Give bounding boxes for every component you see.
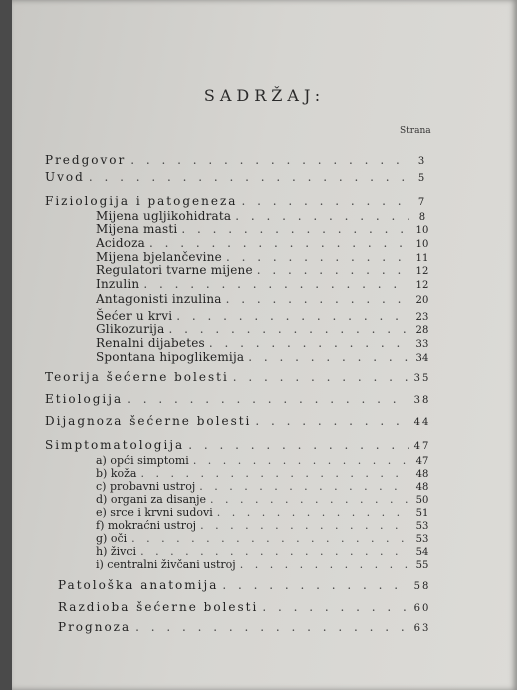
toc-page-number: 60: [413, 603, 431, 614]
leader-dots: [244, 350, 409, 364]
toc-entry: [96, 336, 435, 350]
toc-page-number: 12: [415, 266, 429, 277]
toc-label: Glikozurija: [96, 322, 165, 336]
toc-label: Uvod: [45, 170, 85, 184]
leader-dots: [251, 414, 409, 428]
leader-dots: [196, 519, 409, 532]
leader-dots: [236, 558, 409, 571]
toc-page-number: 3: [417, 156, 427, 167]
page-title: SADRŽAJ:: [203, 86, 326, 105]
toc-label: Dijagnoza šećerne bolesti: [45, 414, 252, 428]
leader-dots: [85, 170, 409, 184]
leader-dots: [222, 292, 409, 306]
toc-entry: [96, 493, 435, 506]
leader-dots: [218, 578, 409, 592]
leader-dots: [136, 467, 409, 480]
toc-label: Prognoza: [58, 620, 132, 634]
toc-page-number: 33: [415, 339, 429, 350]
leader-dots: [222, 250, 409, 264]
toc-entry: [96, 350, 435, 364]
toc-label: e) srce i krvni sudovi: [96, 506, 213, 519]
leader-dots: [172, 309, 409, 323]
toc-page-number: 11: [415, 253, 429, 264]
toc-entry: [96, 532, 435, 545]
toc-page-number: 58: [413, 581, 431, 592]
toc-label: h) živci: [96, 545, 137, 558]
leader-dots: [237, 194, 409, 208]
toc-entry: [96, 480, 435, 493]
leader-dots: [127, 532, 409, 545]
toc-label: Acidoza: [96, 236, 146, 250]
leader-dots: [136, 545, 409, 558]
toc-entry: [45, 194, 435, 208]
leader-dots: [139, 277, 409, 291]
toc-entry: [45, 170, 435, 184]
toc-label: i) centralni živčani ustroj: [96, 558, 236, 571]
toc-entry: [58, 578, 435, 592]
toc-label: Razdioba šećerne bolesti: [58, 600, 259, 614]
toc-page-number: 10: [415, 225, 429, 236]
toc-label: d) organi za disanje: [96, 493, 207, 506]
leader-dots: [164, 322, 409, 336]
toc-page-number: 63: [413, 623, 431, 634]
toc-page-number: 53: [415, 521, 429, 532]
leader-dots: [253, 263, 409, 277]
leader-dots: [126, 153, 409, 167]
toc-entry: [96, 309, 435, 323]
book-page: [12, 0, 517, 690]
toc-entry: [96, 506, 435, 519]
toc-entry: [96, 222, 435, 236]
toc-entry: [96, 322, 435, 336]
toc-label: Inzulin: [96, 277, 140, 291]
toc-page-number: 53: [415, 534, 429, 545]
toc-entry: [96, 236, 435, 250]
toc-label: Antagonisti inzulina: [96, 292, 222, 306]
leader-dots: [231, 209, 409, 223]
toc-page-number: 51: [415, 508, 429, 519]
toc-page-number: 48: [415, 469, 429, 480]
leader-dots: [123, 392, 409, 406]
toc-page-number: 38: [413, 395, 431, 406]
toc-label: Teorija šećerne bolesti: [45, 370, 229, 384]
toc-label: f) mokraćni ustroj: [96, 519, 197, 532]
page-column-header: Strana: [400, 126, 431, 136]
table-of-contents: [12, 0, 517, 690]
toc-entry: [45, 146, 435, 167]
leader-dots: [213, 506, 409, 519]
toc-entry: [96, 467, 435, 480]
toc-page-number: 50: [415, 495, 429, 506]
toc-page-number: 23: [415, 312, 429, 323]
toc-label: Mijena masti: [96, 222, 178, 236]
toc-entry: [96, 545, 435, 558]
leader-dots: [205, 336, 409, 350]
toc-entry: [58, 600, 435, 614]
toc-page-number: 28: [415, 325, 429, 336]
leader-dots: [206, 493, 409, 506]
toc-entry: [58, 620, 435, 634]
toc-label: Spontana hipoglikemija: [96, 350, 245, 364]
leader-dots: [184, 438, 409, 452]
toc-entry: [96, 558, 435, 571]
toc-page-number: 20: [415, 295, 429, 306]
toc-page-number: 48: [415, 482, 429, 493]
leader-dots: [189, 454, 409, 467]
toc-entry: [96, 250, 435, 264]
toc-entry: [96, 519, 435, 532]
toc-page-number: 44: [413, 417, 431, 428]
toc-page-number: 8: [418, 212, 426, 223]
toc-page-number: 10: [415, 239, 429, 250]
toc-label: Šećer u krvi: [96, 309, 173, 323]
toc-label: b) koža: [96, 467, 137, 480]
toc-label: Renalni dijabetes: [96, 336, 205, 350]
toc-page-number: 34: [415, 353, 429, 364]
toc-label: Mijena bjelančevine: [96, 250, 222, 264]
leader-dots: [229, 370, 409, 384]
toc-label: Predgovor: [45, 153, 127, 167]
leader-dots: [258, 600, 409, 614]
leader-dots: [145, 236, 409, 250]
toc-label: c) probavni ustroj: [96, 480, 196, 493]
toc-label: g) oči: [96, 532, 128, 545]
toc-page-number: 12: [415, 280, 429, 291]
toc-page-number: 47: [413, 441, 431, 452]
toc-entry: [96, 209, 435, 223]
toc-page-number: 35: [413, 373, 431, 384]
toc-label: Etiologija: [45, 392, 124, 406]
toc-page-number: 55: [415, 560, 429, 571]
toc-entry: [45, 370, 435, 384]
toc-entry: [45, 392, 435, 406]
toc-entry: [45, 438, 435, 452]
toc-label: Patološka anatomija: [58, 578, 219, 592]
toc-page-number: 54: [415, 547, 429, 558]
toc-page-number: 5: [417, 173, 427, 184]
leader-dots: [177, 222, 409, 236]
toc-label: Regulatori tvarne mijene: [96, 263, 253, 277]
toc-page-number: 7: [417, 197, 427, 208]
toc-entry: [96, 263, 435, 277]
toc-label: Simptomatologija: [45, 438, 185, 452]
toc-entry: [96, 292, 435, 306]
leader-dots: [131, 620, 409, 634]
toc-label: Fiziologija i patogeneza: [45, 194, 238, 208]
toc-entry: [96, 454, 435, 467]
toc-page-number: 47: [415, 456, 429, 467]
toc-label: Mijena ugljikohidrata: [96, 209, 232, 223]
toc-entry: [96, 277, 435, 291]
leader-dots: [195, 480, 409, 493]
toc-entry: [45, 414, 435, 428]
toc-label: a) opći simptomi: [96, 454, 189, 467]
